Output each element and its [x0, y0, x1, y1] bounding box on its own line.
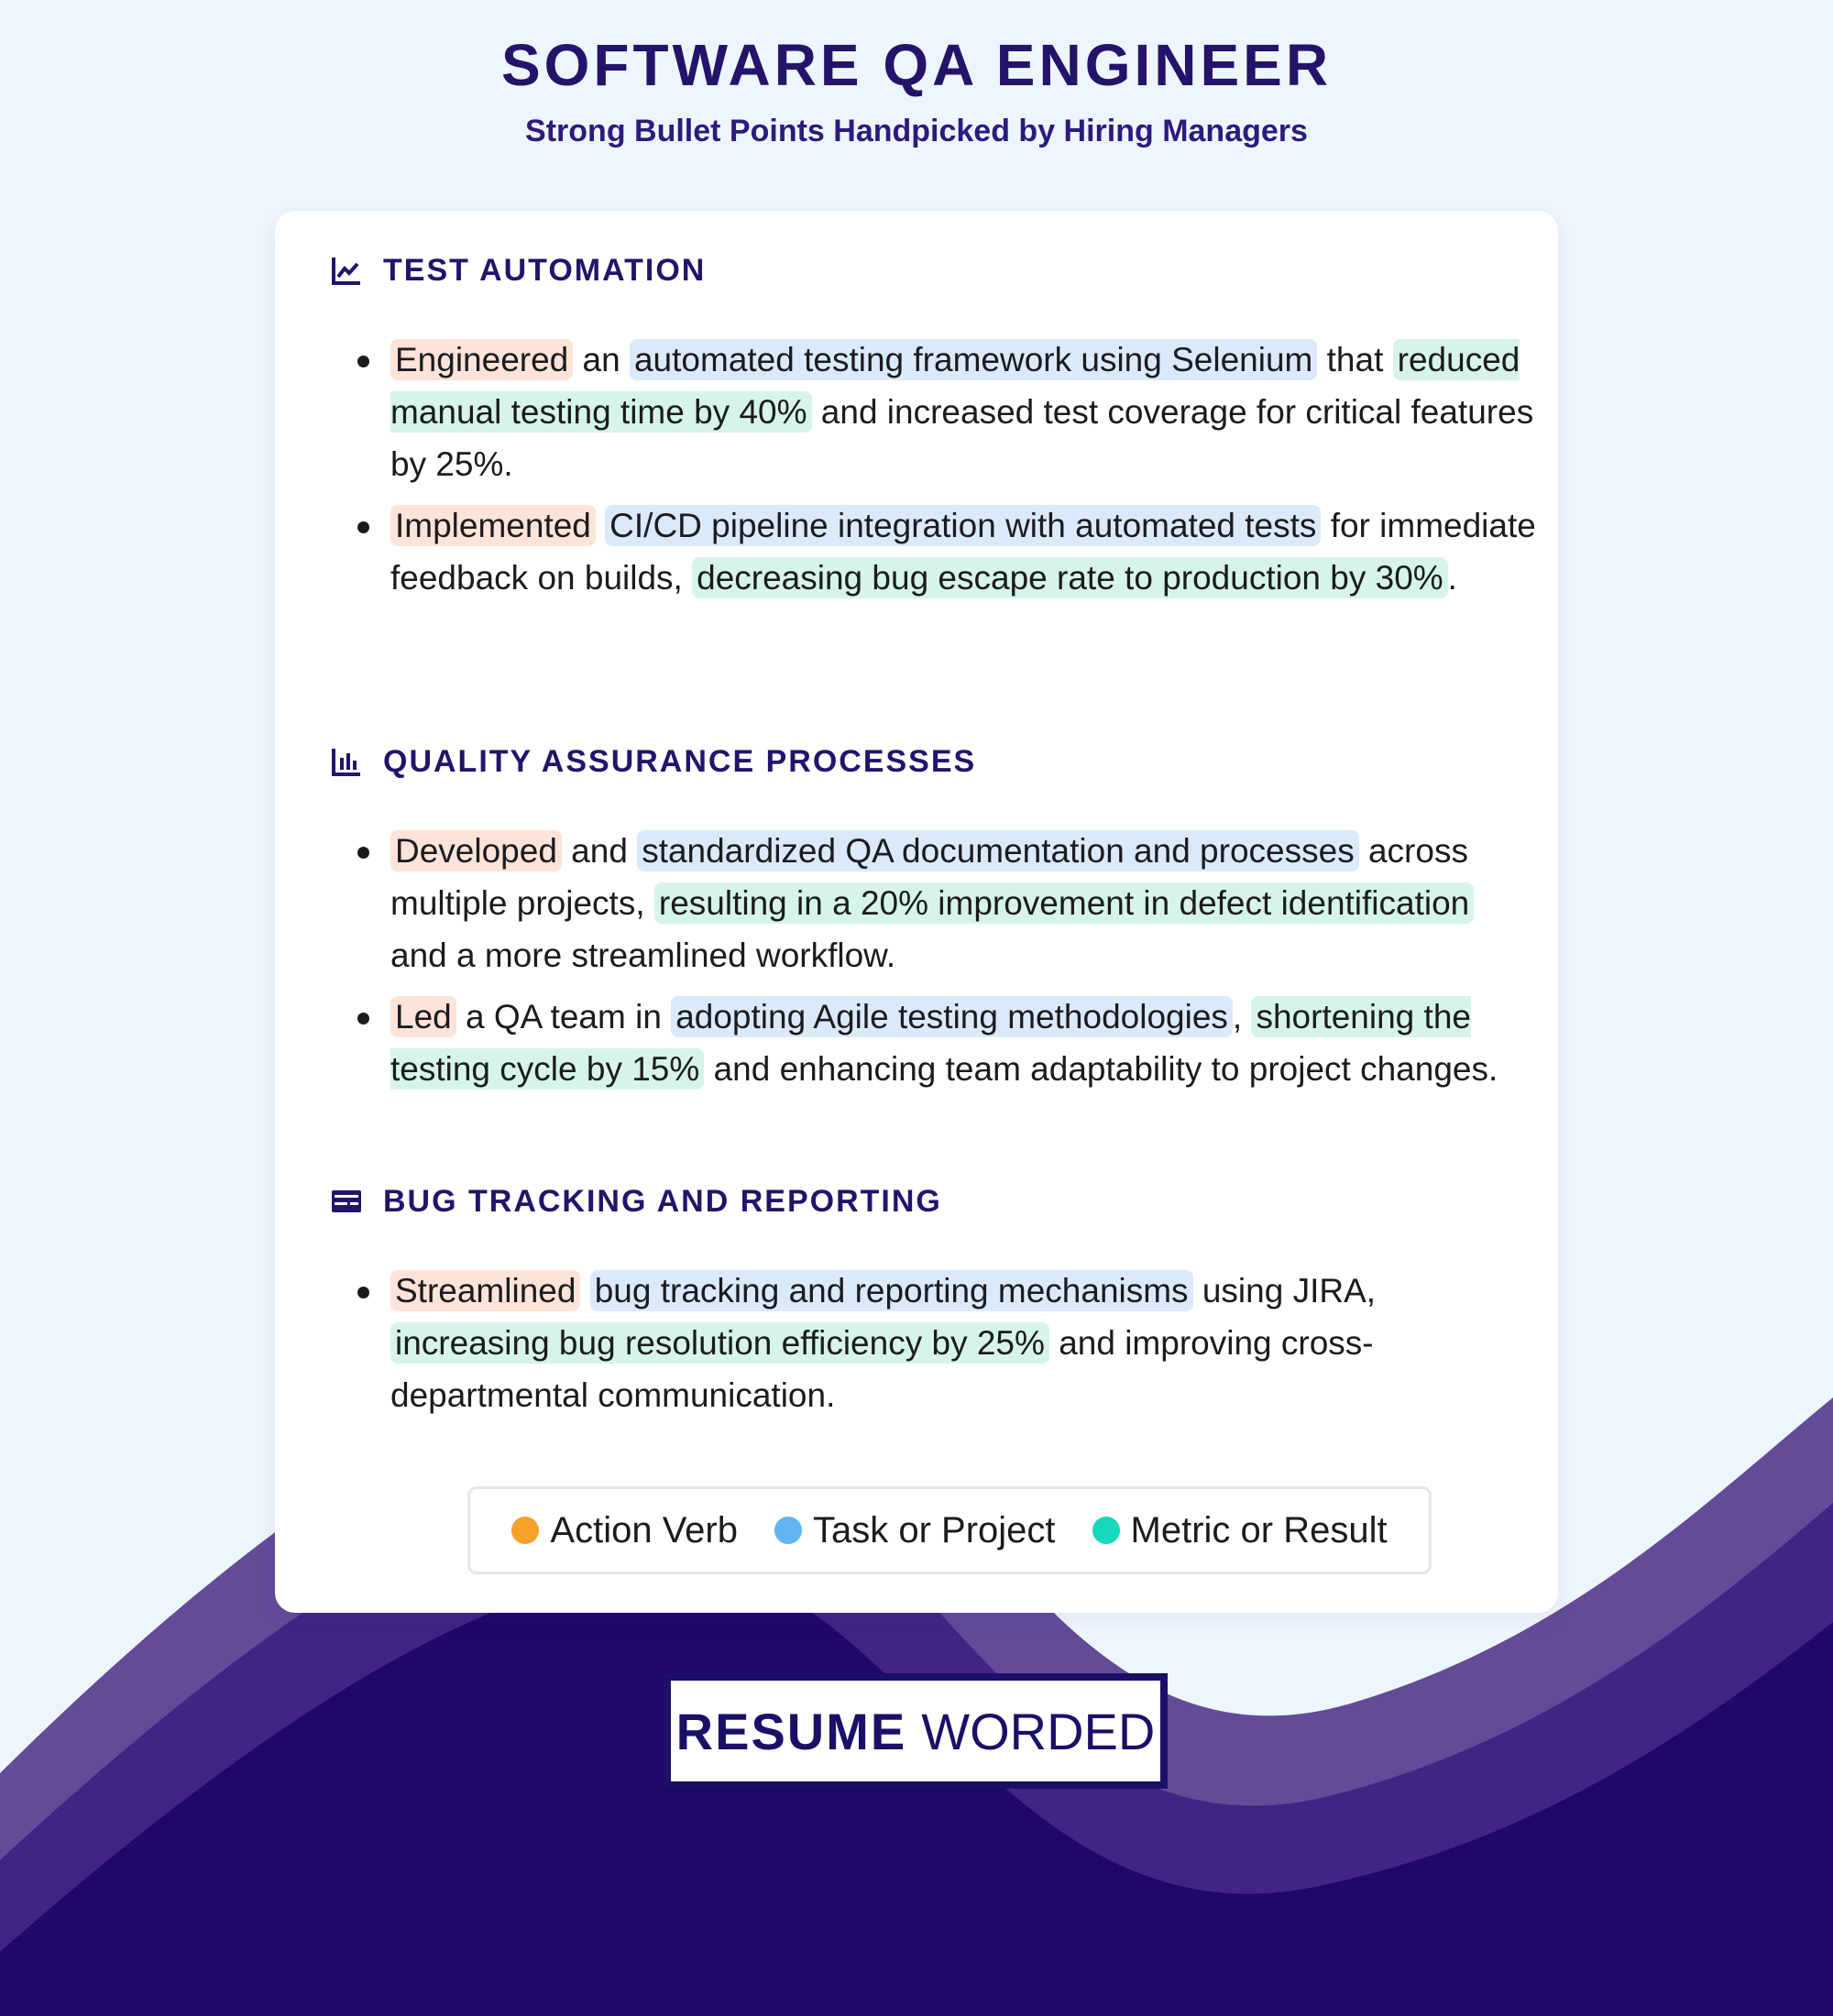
legend-item-metric-or-result	[1092, 1510, 1388, 1551]
bullet-list	[330, 1265, 1540, 1421]
plain-text: and a more streamlined workflow.	[390, 937, 896, 974]
plain-text: and improving cross-departmental communication.	[390, 1324, 1374, 1414]
section-quality-assurance-processes	[330, 739, 1540, 1095]
task-highlight: standardized QA documentation and processes	[637, 830, 1359, 871]
plain-text: an	[573, 341, 630, 378]
bullet-item	[330, 1265, 1540, 1421]
metric-highlight: resulting in a 20% improvement in defect identification	[654, 882, 1474, 924]
legend-dot-icon	[511, 1517, 539, 1544]
metric-highlight: reduced manual testing time by 40%	[390, 341, 1520, 431]
bullet-item	[330, 825, 1540, 981]
section-bug-tracking-and-reporting	[330, 1178, 1540, 1421]
plain-text: across multiple projects,	[390, 832, 1468, 922]
action-verb-highlight: Developed	[390, 830, 562, 871]
section-header	[330, 739, 1540, 784]
legend-label: Metric or Result	[1130, 1509, 1388, 1550]
section-title: BUG TRACKING AND REPORTING	[383, 1183, 942, 1219]
plain-text: and enhancing team adaptability to project changes.	[704, 1050, 1498, 1088]
plain-text: a QA team in	[456, 998, 672, 1035]
plain-text: ,	[1232, 998, 1252, 1035]
legend-item-action-verb	[511, 1510, 738, 1551]
bullet-points-card	[275, 211, 1558, 1613]
action-verb-highlight: Implemented	[390, 505, 596, 546]
plain-text: and	[561, 832, 638, 870]
plain-text	[580, 1272, 589, 1309]
legend-dot-icon	[1092, 1517, 1120, 1544]
plain-text: that	[1317, 341, 1393, 378]
section-header	[330, 1178, 1540, 1224]
task-highlight: CI/CD pipeline integration with automated tests	[605, 505, 1321, 546]
legend-label: Task or Project	[812, 1509, 1056, 1550]
metric-highlight: increasing bug resolution efficiency by 25%	[390, 1322, 1049, 1364]
action-verb-highlight: Streamlined	[390, 1270, 580, 1311]
plain-text: and increased test coverage for critical features by 25%.	[390, 393, 1534, 483]
action-verb-highlight: Engineered	[390, 339, 573, 380]
metric-highlight: decreasing bug escape rate to production by 30%	[692, 557, 1448, 598]
logo-light-text: WORDED	[921, 1702, 1156, 1760]
action-verb-highlight: Led	[390, 996, 456, 1037]
section-test-automation	[330, 247, 1540, 604]
line-chart-icon	[330, 254, 363, 287]
legend-dot-icon	[774, 1517, 802, 1544]
plain-text: using JIRA,	[1192, 1272, 1377, 1309]
legend-label: Action Verb	[550, 1509, 738, 1550]
section-title: TEST AUTOMATION	[383, 252, 707, 288]
task-highlight: automated testing framework using Selenium	[630, 339, 1317, 380]
bullet-item	[330, 499, 1540, 604]
bullet-item	[330, 334, 1540, 490]
card-icon	[330, 1185, 363, 1218]
bullet-item	[330, 991, 1540, 1095]
page-subtitle: Strong Bullet Points Handpicked by Hiring Managers	[525, 114, 1308, 148]
task-highlight: adopting Agile testing methodologies	[671, 996, 1233, 1037]
bar-chart-icon	[330, 745, 363, 778]
section-title: QUALITY ASSURANCE PROCESSES	[383, 743, 977, 779]
plain-text	[596, 507, 605, 544]
plain-text: .	[1447, 559, 1457, 597]
metric-highlight: shortening the testing cycle by 15%	[390, 998, 1471, 1088]
logo-strong-text: RESUME	[675, 1702, 907, 1760]
task-highlight: bug tracking and reporting mechanisms	[590, 1270, 1193, 1311]
plain-text: for immediate feedback on builds,	[390, 507, 1536, 597]
section-header	[330, 247, 1540, 293]
bullet-list	[330, 825, 1540, 1095]
resume-worded-logo	[664, 1673, 1168, 1789]
legend	[467, 1486, 1432, 1574]
legend-item-task-or-project	[774, 1510, 1056, 1551]
page-title: SOFTWARE QA ENGINEER	[500, 32, 1333, 98]
bullet-list	[330, 334, 1540, 604]
